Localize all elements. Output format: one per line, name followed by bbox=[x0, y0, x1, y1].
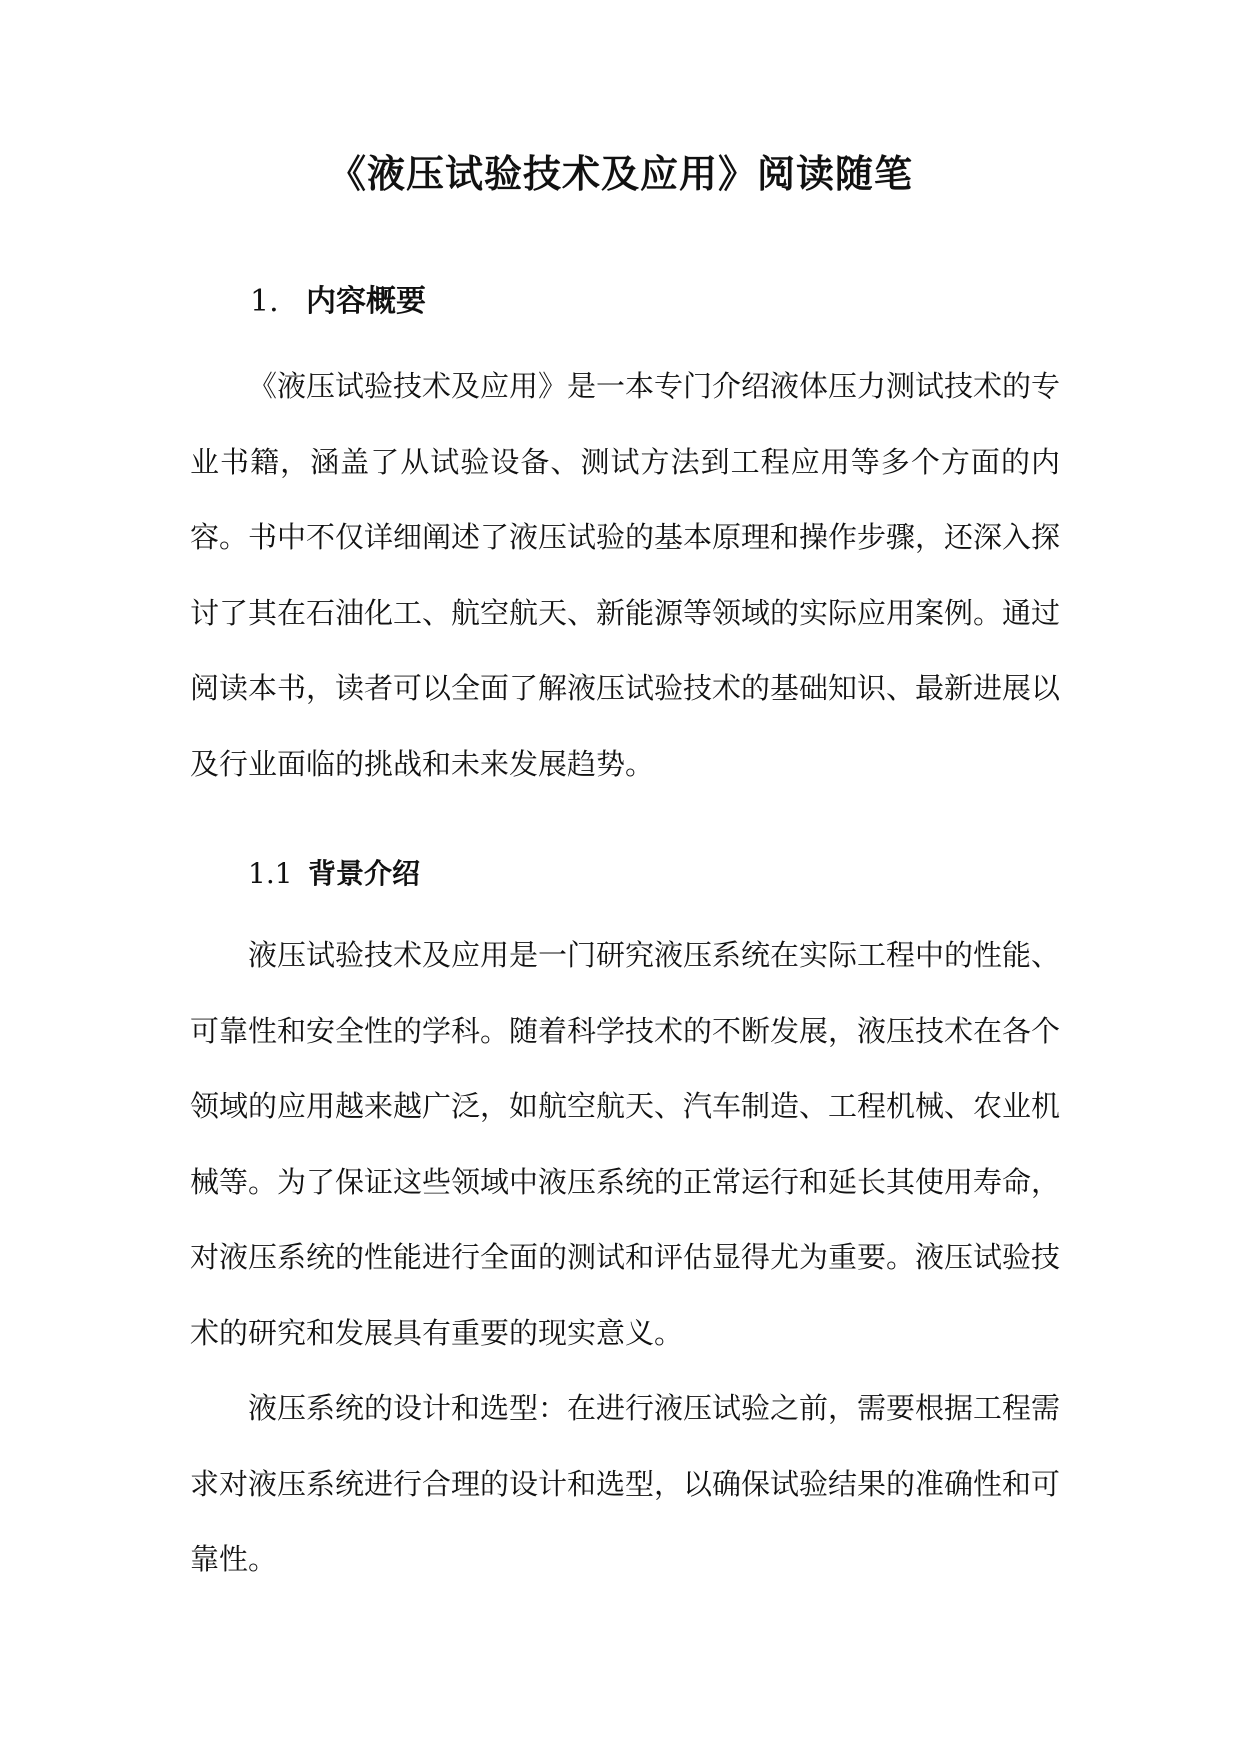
document-title: 《液压试验技术及应用》阅读随笔 bbox=[327, 151, 913, 196]
background-paragraph-2: 液压系统的设计和选型：在进行液压试验之前，需要根据工程需求对液压系统进行合理的设计和选型，以确保试验结果的准确性和可靠性。 bbox=[190, 1391, 1061, 1576]
section-heading-text: 内容概要 bbox=[306, 284, 426, 319]
subsection-heading-background bbox=[248, 852, 420, 896]
subsection-heading-text: 背景介绍 bbox=[308, 857, 421, 890]
section-heading-content-summary bbox=[250, 280, 426, 324]
section-number: 1. bbox=[250, 284, 279, 319]
summary-paragraph: 《液压试验技术及应用》是一本专门介绍液体压力测试技术的专业书籍，涵盖了从试验设备、测试方法到工程应用等多个方面的内容。书中不仅详细阐述了液压试验的基本原理和操作步骤，还深入探讨了其在石油化工、航空航天、新能源等领域的实际应用案例。通过阅读本书，读者可以全面了解液压试验技术的基础知识、最新进展以及行业面临的挑战和未来发展趋势。 bbox=[190, 369, 1061, 781]
background-paragraph-1: 液压试验技术及应用是一门研究液压系统在实际工程中的性能、可靠性和安全性的学科。随着科学技术的不断发展，液压技术在各个领域的应用越来越广泛，如航空航天、汽车制造、工程机械、农业机械等。为了保证这些领域中液压系统的正常运行和延长其使用寿命，对液压系统的性能进行全面的测试和评估显得尤为重要。液压试验技术的研究和发展具有重要的现实意义。 bbox=[190, 938, 1061, 1350]
subsection-number: 1.1 bbox=[248, 857, 293, 890]
